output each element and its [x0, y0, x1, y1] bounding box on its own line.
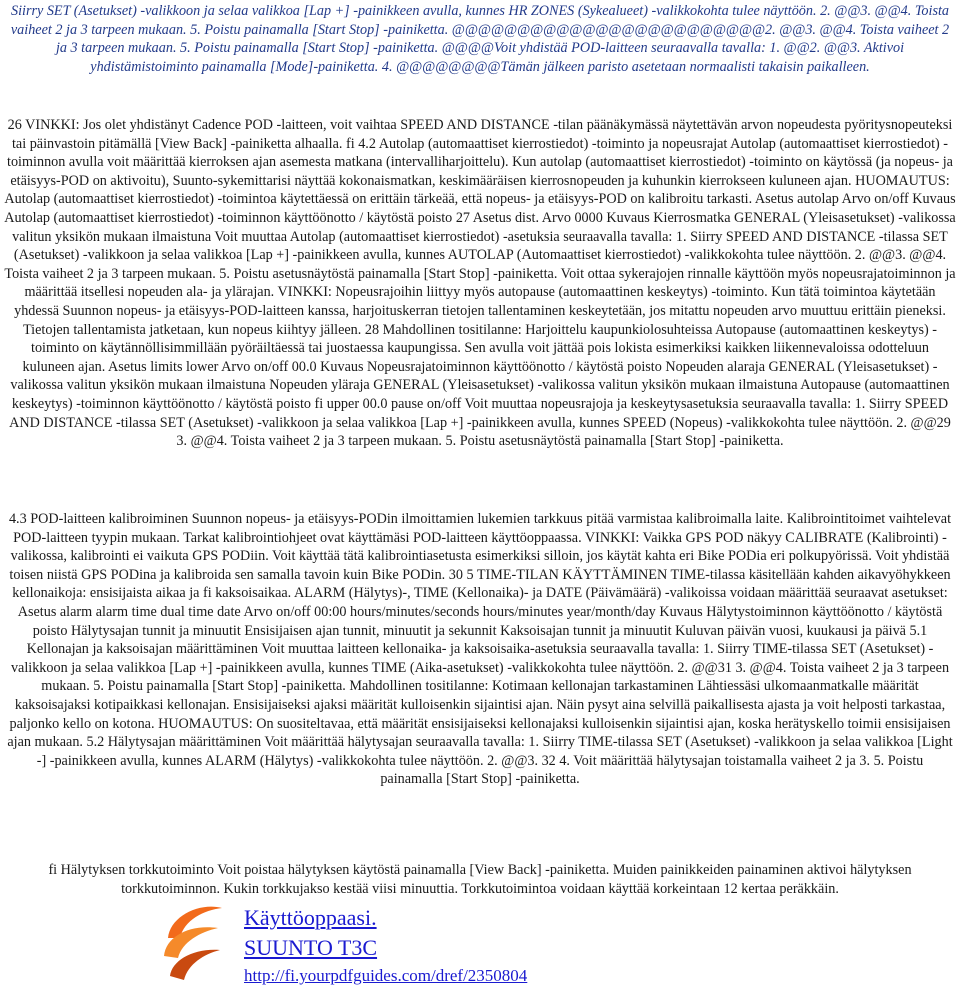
product-model-link[interactable]: SUUNTO T3C: [244, 935, 378, 960]
user-guide-link[interactable]: Käyttöoppaasi.: [244, 905, 377, 930]
instruction-paragraph-1: Siirry SET (Asetukset) -valikkoon ja selaa valikkoa [Lap +] -painikkeen avulla, kunnes HR ZONES (Sykealueet) -valikkokohta tulee näyttöön. 2. @@3. @@4. Toista vaiheet 2 ja 3 tarpeen mukaan. 5. Poistu painamalla [Start Stop] -painiketta. @@@@@@@@@@@@@@@@@@@@@@@@2. @@3. @@4. Toista vaiheet 2 ja 3 tarpeen mukaan. 5. Poistu painamalla [Start Stop] -painiketta. @@@@Voit yhdistää POD-laitteen seuraavalla tavalla: 1. @@2. @@3. Aktivoi yhdistämistoiminto painamalla [Mode]-painiketta. 4. @@@@@@@@Tämän jälkeen paristo asetetaan normaalisti takaisin paikalleen.: [10, 3, 950, 75]
source-url-link[interactable]: http://fi.yourpdfguides.com/dref/2350804: [244, 966, 528, 985]
instruction-paragraph-2: 26 VINKKI: Jos olet yhdistänyt Cadence POD -laitteen, voit vaihtaa SPEED AND DISTANCE -tilan päänäkymässä näytettävän arvon nopeudesta pyöritysnopeuteksi tai päinvastoin pitämällä [View Back] -painiketta alhaalla. fi 4.2 Autolap (automaattiset kierrostiedot) -toiminto ja nopeusrajat Autolap (automaattiset kierrostiedot) -toiminnon avulla voit määrittää kierroksen ajan asemesta matkana (intervalliharjoittelu). Kun autolap (automaattiset kierrostiedot) -toiminto on käytössä (ja nopeus- ja etäisyys-POD on aktivoitu), Suunto-sykemittarisi näyttää kokonaismatkan, keskimääräisen kierrosnopeuden ja kuhunkin kierrokseen kuluneen ajan. HUOMAUTUS: Autolap (automaattiset kierrostiedot) -toimintoa käytettäessä on erittäin tärkeää, että nopeus- ja etäisyys-POD on kalibroitu tarkasti. Asetus autolap Arvo on/off Kuvaus Autolap (automaattiset kierrostiedot) -toiminnon käyttöönotto / käytöstä poisto 27 Asetus dist. Arvo 0000 Kuvaus Kierrosmatka GENERAL (Yleisasetukset) -valikossa valitun yksikön mukaan ilmaistuna Voit muuttaa Autolap (automaattiset kierrostiedot) -asetuksia seuraavalla tavalla: 1. Siirry SPEED AND DISTANCE -tilassa SET (Asetukset) -valikkoon ja selaa valikkoa [Lap +] -painikkeen avulla, kunnes AUTOLAP (Automaattiset kierrostiedot) -valikkokohta tulee näyttöön. 2. @@3. @@4. Toista vaiheet 2 ja 3 tarpeen mukaan. 5. Poistu asetusnäytöstä painamalla [Start Stop] -painiketta. Voit ottaa sykerajojen rinnalle käyttöön myös nopeusrajatoiminnon ja määrittää itsellesi nopeuden ala- ja ylärajan. VINKKI: Nopeusrajoihin liittyy myös autopause (automaattinen keskeytys) -toiminto. Kun tätä toimintoa käytetään yhdessä Suunnon nopeus- ja etäisyys-POD-laitteen kanssa, harjoituskerran tietojen tallentaminen keskeytetään, jos mitattu nopeuden arvo muuttuu erittäin pieneksi. Tietojen tallentamista jatketaan, kun nopeus kiihtyy jälleen. 28 Mahdollinen tositilanne: Harjoittelu kaupunkiolosuhteissa Autopause (automaattinen keskeytys) -toiminto on käytännöllisimmillään pyöräiltäessä tai juostaessa kaupungissa. Sen avulla voit jättää pois lokista esimerkiksi kaikken liikennevaloissa odotteluun kuluneen ajan. Asetus limits lower Arvo on/off 00.0 Kuvaus Nopeusrajatoiminnon käyttöönotto / käytöstä poisto Nopeuden alaraja GENERAL (Yleisasetukset) -valikossa valitun yksikön mukaan ilmaistuna Nopeuden yläraja GENERAL (Yleisasetukset) -valikossa valitun yksikön mukaan ilmaistuna Autopause (automaattinen keskeytys) -toiminnon käyttöönotto / käytöstä poisto fi upper 00.0 pause on/off Voit muuttaa nopeusrajoja ja keskeytysasetuksia seuraavalla tavalla: 1. Siirry SPEED AND DISTANCE -tilassa SET (Asetukset) -valikkoon ja selaa valikkoa [Lap +] -painikkeen avulla, kunnes SPEED (Nopeus) -valikkokohta tulee näyttöön. 2. @@29 3. @@4. Toista vaiheet 2 ja 3 tarpeen mukaan. 5. Poistu asetusnäytöstä painamalla [Start Stop] -painiketta.: [4, 117, 956, 450]
instruction-paragraph-4: fi Hälytyksen torkkutoiminto Voit poistaa hälytyksen käytöstä painamalla [View Back] -painiketta. Muiden painikkeiden painaminen aktivoi hälytyksen torkkutoiminnon. Kukin torkkujakso kestää viisi minuuttia. Torkkutoimintoa voidaan käyttää korkeintaan 12 kertaa peräkkäin.: [48, 862, 912, 897]
orange-swirl-logo-icon: [160, 898, 232, 990]
instruction-paragraph-3: 4.3 POD-laitteen kalibroiminen Suunnon nopeus- ja etäisyys-PODin ilmoittamien lukemien tarkkuus pitää varmistaa kalibroimalla laite. Kalibrointitoimet vaihtelevat POD-laitteen tyypin mukaan. Tarkat kalibrointiohjeet ovat käyttämäsi POD-laitteen käyttöoppaassa. VINKKI: Vaikka GPS POD näkyy CALIBRATE (Kalibrointi) -valikossa, kalibrointi ei vaikuta GPS PODiin. Voit käyttää tätä kalibrointiasetusta esimerkiksi silloin, jos käytät kahta eri Bike PODia eri polkupyörissä. Voit yhdistää toisen niistä GPS PODina ja kalibroida sen samalla tavoin kuin Bike PODin. 30 5 TIME-TILAN KÄYTTÄMINEN TIME-tilassa käsitellään kahden aikavyöhykkeen kellonaikoja: ensisijaista aikaa ja fi kaksoisaikaa. ALARM (Hälytys)-, TIME (Kellonaika)- ja DATE (Päivämäärä) -valikoissa voidaan määrittää seuraavat asetukset: Asetus alarm alarm time dual time date Arvo on/off 00:00 hours/minutes/seconds hours/minutes year/month/day Kuvaus Hälytystoiminnon käyttöönotto / käytöstä poisto Hälytysajan tunnit ja minuutit Ensisijaisen ajan tunnit, minuutit ja sekunnit Kaksoisajan tunnit ja minuutit Kuluvan päivän vuosi, kuukausi ja päivä 5.1 Kellonajan ja kaksoisajan määrittäminen Voit muuttaa laitteen kellonaika- ja kaksoisaika-asetuksia seuraavalla tavalla: 1. Siirry TIME-tilassa SET (Asetukset) -valikkoon ja selaa valikkoa [Lap +] -painikkeen avulla, kunnes TIME (Aika-asetukset) -valikkokohta tulee näyttöön. 2. @@31 3. @@4. Toista vaiheet 2 ja 3 tarpeen mukaan. 5. Poistu painamalla [Start Stop] -painiketta. Mahdollinen tositilanne: Kotimaan kellonajan tarkastaminen Lähtiessäsi ulkomaanmatkalle määrität kaksoisajaksi kotipaikkasi kellonajan. Ensisijaiseksi ajaksi määrität kulloisenkin sijaintisi ajan. Näin pysyt aina selvillä paikallisesta ajasta ja voit helposti tarkastaa, paljonko kello on kotona. HUOMAUTUS: On suositeltavaa, että määrität ensisijaiseksi kellonajaksi kulloisenkin sijaintisi ajan, koska herätyskello toimii ensisijaisen ajan mukaan. 5.2 Hälytysajan määrittäminen Voit määrittää hälytysajan seuraavalla tavalla: 1. Siirry TIME-tilassa SET (Asetukset) -valikkoon ja selaa valikkoa [Light -] -painikkeen avulla, kunnes ALARM (Hälytys) -valikkokohta tulee näyttöön. 2. @@3. 32 4. Voit määrittää hälytysajan toistamalla vaiheet 2 ja 3. 5. Poistu painamalla [Start Stop] -painiketta.: [7, 511, 953, 788]
footer-links: [244, 903, 527, 989]
